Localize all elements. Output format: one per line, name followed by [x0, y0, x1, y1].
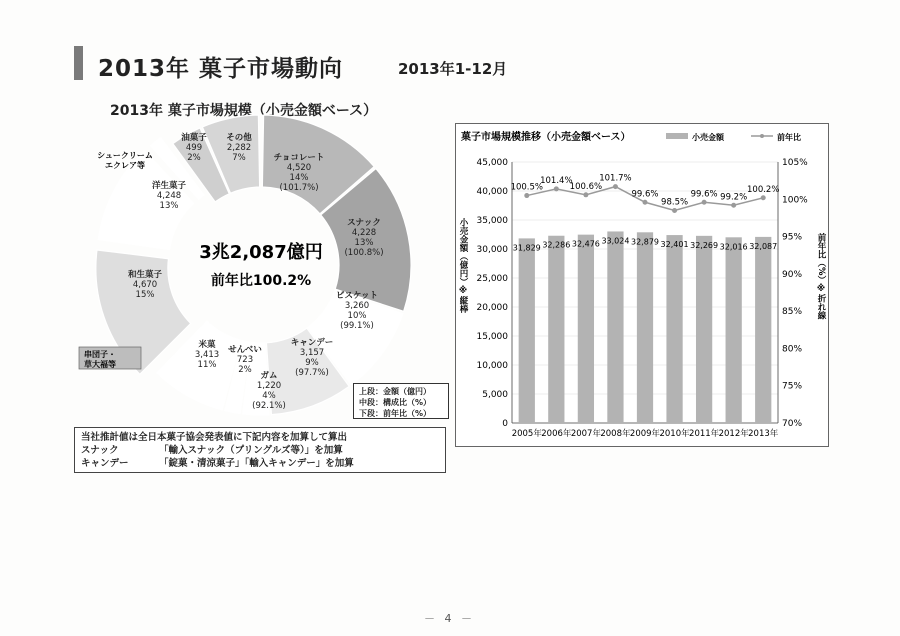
x-tick-label: 2007年 — [570, 429, 601, 439]
y-tick-label: 30,000 — [476, 245, 508, 255]
y2-tick-label: 70% — [782, 419, 803, 429]
y2-tick-label: 95% — [782, 232, 803, 243]
bar — [696, 236, 712, 423]
y2-tick-label: 90% — [782, 269, 803, 280]
estimation-note — [74, 427, 446, 473]
x-tick-label: 2009年 — [629, 429, 661, 439]
yoy-point — [643, 200, 648, 205]
donut-label-name: キャンデー — [290, 338, 334, 348]
donut-label-name: せんべい — [228, 345, 262, 355]
donut-label-share: 13% — [159, 201, 179, 211]
y2-tick-label: 105% — [782, 158, 808, 168]
donut-label-share: 2% — [238, 365, 252, 375]
donut-label-name: その他 — [226, 133, 252, 143]
y-tick-label: 20,000 — [476, 303, 508, 313]
bar — [548, 236, 564, 423]
legend-bar-label: 小売金額 — [692, 133, 724, 142]
yoy-point — [554, 186, 559, 191]
shu-label-line1: シュークリーム — [97, 151, 153, 160]
donut-label-share: 10% — [347, 311, 367, 321]
x-tick-label: 2013年 — [748, 429, 779, 439]
x-tick-label: 2006年 — [541, 429, 572, 439]
bar-value-label: 32,087 — [749, 241, 778, 251]
donut-label-yoy: (99.1%) — [340, 321, 374, 331]
yoy-point — [613, 184, 618, 189]
donut-label-yoy: (97.7%) — [295, 368, 329, 378]
yoy-value-label: 100.6% — [569, 181, 603, 192]
yoy-value-label: 100.5% — [510, 182, 543, 193]
y2-tick-label: 75% — [782, 381, 803, 392]
note-row-snack: スナック 「輸入スナック（プリングルズ等）」を加算 — [81, 445, 343, 456]
donut-legend-box — [353, 383, 449, 419]
legend-line-yoy: 下段：前年比（%） — [359, 409, 432, 418]
donut-label-value: 4,248 — [156, 191, 182, 201]
market-share-donut — [0, 0, 460, 425]
page-title: 2013年 菓子市場動向 — [98, 56, 344, 82]
shu-label-line2: エクレア等 — [105, 161, 145, 170]
donut-label-share: 9% — [305, 358, 319, 368]
yoy-value-label: 98.5% — [661, 197, 689, 208]
y-tick-label: 5,000 — [482, 390, 508, 400]
y-tick-label: 45,000 — [476, 158, 508, 168]
page-number: － 4 － — [424, 612, 475, 625]
donut-label-name: ビスケット — [335, 291, 379, 301]
bar-value-label: 32,401 — [660, 240, 689, 250]
legend-line-label: 前年比 — [777, 133, 801, 142]
donut-center-total: 3兆2,087億円 — [199, 242, 323, 263]
donut-label-value: 3,260 — [344, 301, 370, 311]
x-tick-label: 2008年 — [600, 429, 631, 439]
y2-tick-label: 100% — [782, 195, 808, 206]
bar-value-label: 32,879 — [631, 237, 659, 247]
bar — [519, 238, 535, 423]
yoy-point — [583, 192, 588, 197]
donut-label-value: 723 — [236, 355, 254, 365]
y-axis-label: 小売金額（億円）※縦棒 — [458, 218, 468, 313]
y-tick-label: 10,000 — [476, 361, 508, 371]
bar-value-label: 32,016 — [719, 242, 748, 252]
x-tick-label: 2010年 — [659, 429, 690, 439]
y-tick-label: 0 — [502, 419, 508, 429]
donut-label-yoy: (100.8%) — [344, 248, 384, 258]
donut-label-value: 3,413 — [194, 350, 220, 360]
yoy-value-label: 101.4% — [540, 175, 573, 186]
dango-label-line2: 草大福等 — [84, 360, 116, 369]
donut-label-name: ガム — [260, 371, 278, 381]
donut-label-yoy: (92.1%) — [252, 401, 286, 411]
yoy-value-label: 101.7% — [599, 173, 632, 184]
donut-label-share: 7% — [232, 153, 246, 163]
bar — [666, 235, 682, 423]
donut-label-share: 14% — [289, 173, 309, 183]
donut-label-name: 油菓子 — [181, 133, 207, 143]
donut-chart-title: 2013年 菓子市場規模（小売金額ベース） — [110, 103, 378, 119]
donut-label-value: 1,220 — [256, 381, 282, 391]
legend-line-amount: 上段：金額（億円） — [359, 387, 431, 396]
donut-label-value: 4,670 — [132, 280, 158, 290]
yoy-point — [702, 200, 707, 205]
donut-label-name: スナック — [347, 218, 381, 228]
note-row-candy: キャンデー 「錠菓・清涼菓子」「輸入キャンデー」を加算 — [81, 458, 354, 469]
bar — [637, 232, 653, 423]
y-tick-label: 40,000 — [476, 187, 508, 197]
y2-tick-label: 80% — [782, 344, 803, 355]
donut-label-value: 3,157 — [299, 348, 325, 358]
y-tick-label: 35,000 — [476, 216, 508, 226]
bar — [755, 237, 771, 423]
donut-center-yoy: 前年比100.2% — [210, 273, 312, 289]
chart-title: 菓子市場規模推移（小売金額ベース） — [461, 132, 631, 143]
donut-label-share: 2% — [187, 153, 201, 163]
donut-label-value: 499 — [185, 143, 203, 153]
bar-value-label: 32,286 — [542, 240, 571, 250]
donut-label-share: 11% — [197, 360, 217, 370]
note-line: 当社推計値は全日本菓子協会発表値に下記内容を加算して算出 — [81, 432, 348, 443]
period-label: 2013年1-12月 — [398, 60, 508, 78]
x-tick-label: 2011年 — [689, 429, 720, 439]
donut-label-value: 4,228 — [351, 228, 377, 238]
bar-value-label: 31,829 — [512, 243, 541, 253]
legend-line-marker — [760, 134, 764, 138]
x-tick-label: 2012年 — [718, 429, 749, 439]
x-tick-label: 2005年 — [511, 429, 542, 439]
bar-value-label: 32,269 — [690, 240, 719, 250]
donut-label-name: 和生菓子 — [127, 270, 163, 280]
bar — [726, 237, 742, 423]
legend-bar-swatch — [666, 133, 688, 139]
donut-label-value: 4,520 — [286, 163, 312, 173]
yoy-value-label: 99.6% — [631, 189, 659, 200]
yoy-value-label: 100.2% — [747, 184, 780, 195]
yoy-point — [761, 195, 766, 200]
y-tick-label: 15,000 — [476, 332, 508, 342]
bar-value-label: 33,024 — [601, 236, 630, 246]
yoy-value-label: 99.2% — [720, 192, 748, 203]
donut-label-share: 4% — [262, 391, 276, 401]
y2-tick-label: 85% — [782, 307, 803, 318]
dango-label-line1: 串団子・ — [84, 350, 116, 359]
legend-line-share: 中段：構成比（%） — [359, 398, 432, 407]
bar — [607, 231, 623, 423]
market-trend-chart — [455, 123, 830, 448]
y2-axis-label: 前年比（%）※折れ線 — [816, 233, 826, 320]
yoy-point — [672, 208, 677, 213]
donut-label-name: 洋生菓子 — [151, 181, 187, 191]
yoy-value-label: 99.6% — [690, 189, 718, 200]
donut-label-name: チョコレート — [273, 153, 325, 163]
donut-label-share: 13% — [354, 238, 374, 248]
bar — [578, 235, 594, 423]
yoy-point — [524, 193, 529, 198]
yoy-point — [731, 203, 736, 208]
donut-label-share: 15% — [135, 290, 155, 300]
y-tick-label: 25,000 — [476, 274, 508, 284]
donut-label-value: 2,282 — [226, 143, 252, 153]
bar-value-label: 32,476 — [571, 239, 600, 249]
donut-label-name: 米菓 — [198, 340, 216, 350]
donut-label-yoy: (101.7%) — [279, 183, 319, 193]
